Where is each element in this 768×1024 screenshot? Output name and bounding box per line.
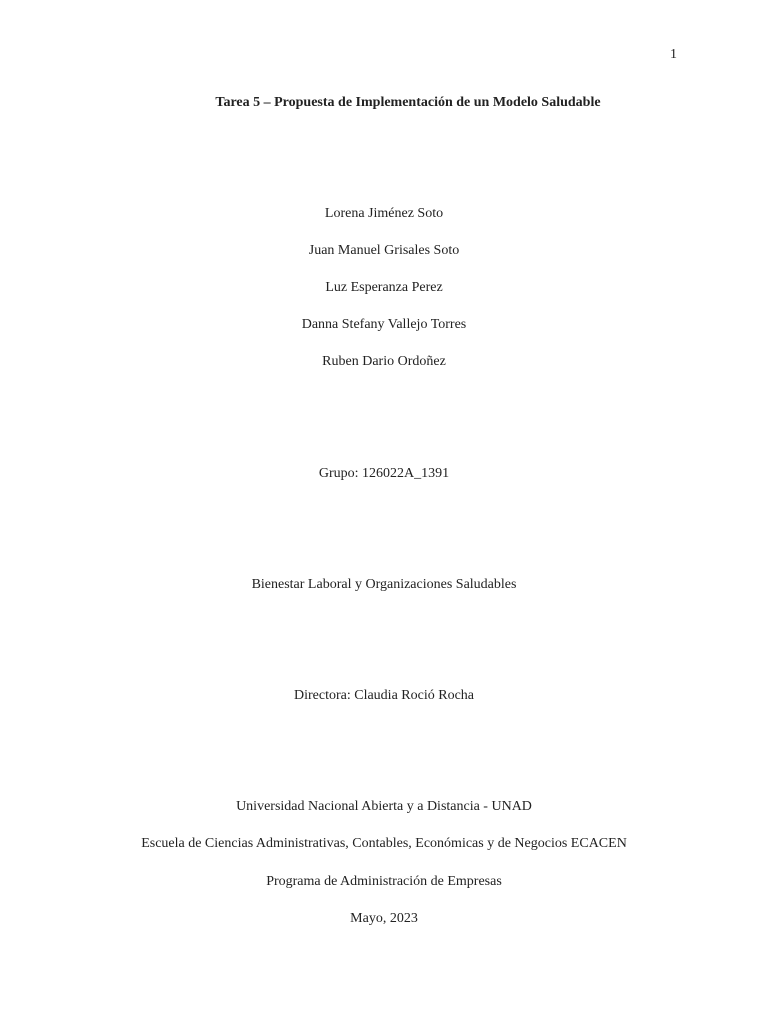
author-name: Ruben Dario Ordoñez xyxy=(322,354,446,369)
school-name: Escuela de Ciencias Administrativas, Contables, Económicas y de Negocios ECACEN xyxy=(141,836,627,851)
document-date: Mayo, 2023 xyxy=(350,911,418,926)
group-code: Grupo: 126022A_1391 xyxy=(318,466,450,481)
author-name: Luz Esperanza Perez xyxy=(325,280,443,295)
page-number: 1 xyxy=(670,47,677,62)
program-name: Programa de Administración de Empresas xyxy=(266,874,502,889)
course-name: Bienestar Laboral y Organizaciones Saludables xyxy=(251,577,517,592)
author-name: Danna Stefany Vallejo Torres xyxy=(301,317,467,332)
author-name: Lorena Jiménez Soto xyxy=(324,206,444,221)
director-name: Directora: Claudia Roció Rocha xyxy=(294,688,474,703)
document-title: Tarea 5 – Propuesta de Implementación de un Modelo Saludable xyxy=(215,95,601,110)
author-name: Juan Manuel Grisales Soto xyxy=(308,243,460,258)
university-name: Universidad Nacional Abierta y a Distancia - UNAD xyxy=(236,799,532,814)
